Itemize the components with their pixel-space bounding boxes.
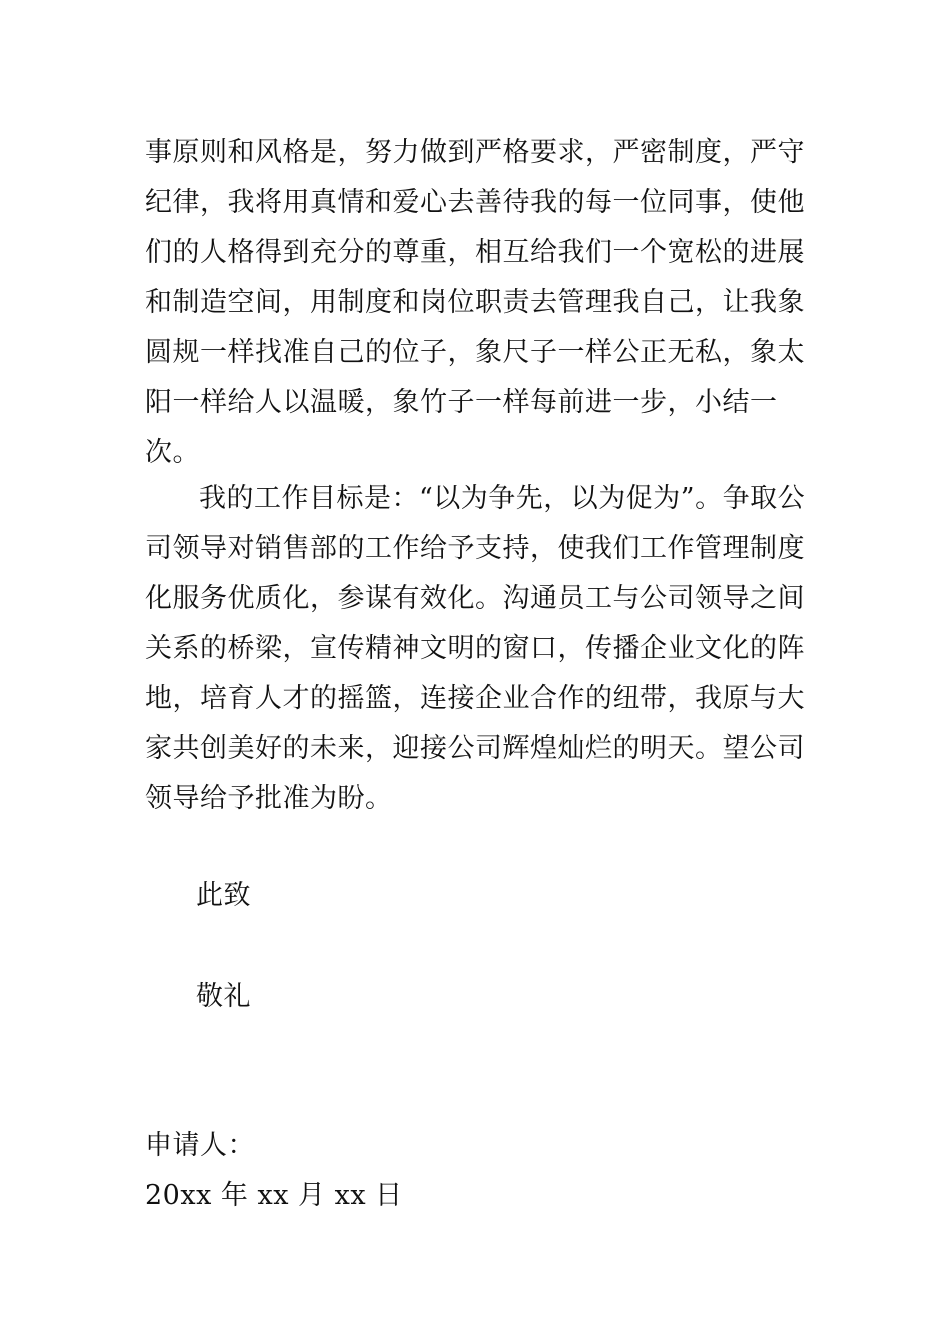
closing-regards: 敬礼 [196, 981, 251, 1012]
body-paragraph-1: 事原则和风格是，努力做到严格要求，严密制度，严守纪律，我将用真情和爱心去善待我的每一位同事，使他们的人格得到充分的尊重，相互给我们一个宽松的进展和制造空间，用制度和岗位职责去管理我自己，让我象圆规一样找准自己的位子，象尺子一样公正无私，象太阳一样给人以温暖，象竹子一样每前进一步，小结一次。 [145, 137, 805, 468]
body-paragraph-2: 我的工作目标是：“以为争先，以为促为”。争取公司领导对销售部的工作给予支持，使我们工作管理制度化服务优质化，参谋有效化。沟通员工与公司领导之间关系的桥梁，宣传精神文明的窗口，传播企业文化的阵地，培育人才的摇篮，连接企业合作的纽带，我原与大家共创美好的未来，迎接公司辉煌灿烂的明天。望公司领导给予批准为盼。 [145, 483, 806, 814]
closing-salutation: 此致 [196, 880, 251, 911]
signature-date: 20xx 年 xx 月 xx 日 [145, 1180, 403, 1211]
applicant-label: 申请人： [145, 1130, 255, 1161]
